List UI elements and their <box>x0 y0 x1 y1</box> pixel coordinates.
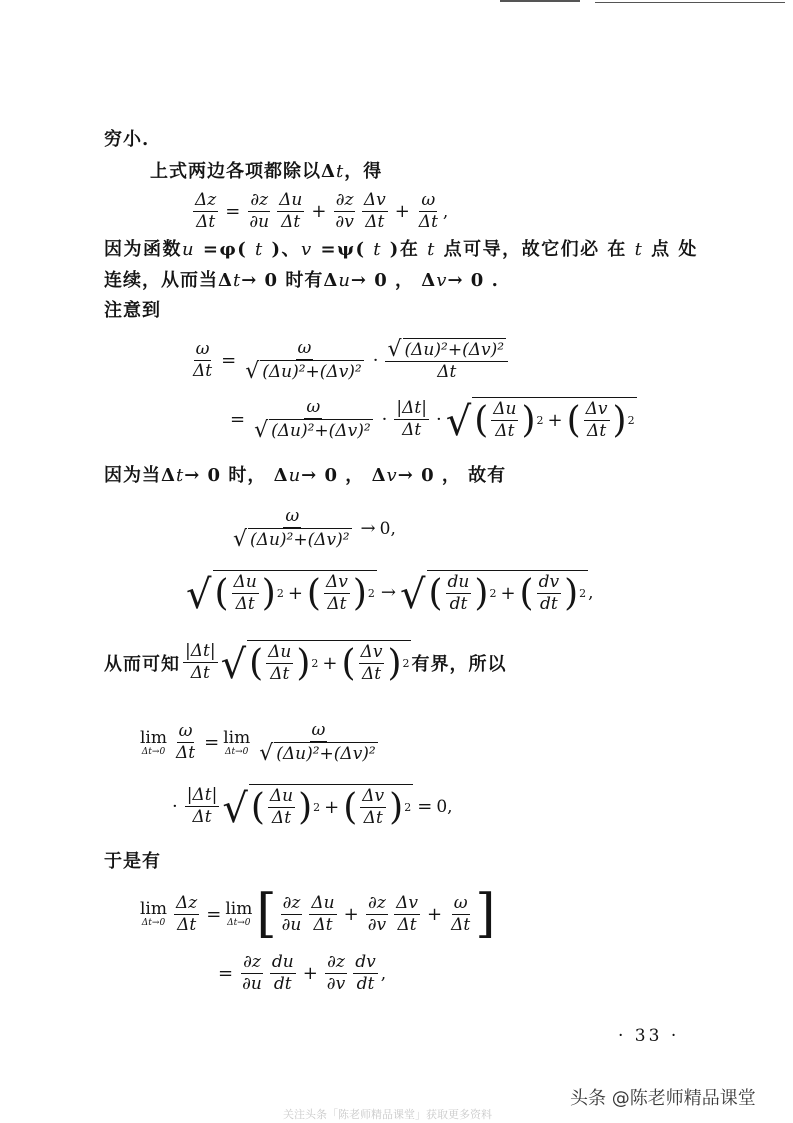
equation: √ ( $\frac{\Delta u}{\Delta t}$ ) 2 + ( $\frac{\Delta v}{\Delta t}$ ) 2 → √ ( $\frac{du}{dt}$ ) 2 + ( $\frac{dv}{dt}$ ) 2 , <box>186 572 594 618</box>
text-line: 穷小. <box>104 129 150 150</box>
equation: · $\frac{|\Delta t|}{\Delta t}$ √ ( $\frac{\Delta u}{\Delta t}$ ) 2 + ( $\frac{\Delta v}{\Delta t}$ ) 2 = 0 , <box>172 785 453 832</box>
text-line: 连续，从而当Δt→ 0 时有Δu→ 0 ， Δv→ 0 . <box>104 270 499 291</box>
text-line: 从而可知 $\frac{|\Delta t|}{\Delta t}$ √ ( $\frac{\Delta u}{\Delta t}$ ) 2 + ( $\frac{\Delta v}{\Delta t}$ ) 2 有界，所以 <box>104 641 507 688</box>
text-line: 上式两边各项都除以Δt，得 <box>150 161 383 182</box>
text-line: 因为函数u =φ( t )、v =ψ( t )在 t 点可导，故它们必 在 t 点 处 <box>104 239 698 260</box>
text-line: 注意到 <box>104 300 161 321</box>
footer-watermark: 关注头条「陈老师精品课堂」获取更多资料 <box>283 1108 492 1121</box>
scan-edge-line <box>500 0 580 2</box>
equation: = ω √ (Δu)²+(Δv)² · $\frac{|\Delta t|}{\Delta t}$ · √ ( $\frac{\Delta u}{\Delta t}$ ) 2 + ( $\frac{\Delta v}{\Delta t}$ ) 2 <box>230 397 635 445</box>
equation: ω √ (Δu)²+(Δv)² → 0 , <box>233 506 396 552</box>
page-number: · 33 · <box>618 1026 680 1046</box>
equation: $\frac{\omega}{\Delta t}$ = ω √ (Δu)²+(Δv)² · √ (Δu)²+(Δv)² Δt <box>188 338 511 383</box>
equation: lim Δt→0 $\frac{\omega}{\Delta t}$ = lim Δt→0 ω √ (Δu)²+(Δv)² <box>140 720 376 766</box>
brand-watermark: 头条 @陈老师精品课堂 <box>570 1088 756 1109</box>
equation: lim Δt→0 $\frac{\Delta z}{\Delta t}$ = lim Δt→0 [ $\frac{\partial z}{\partial u}$ $\frac{\Delta u}{\Delta t}$ + $\frac{\partial z}{\partial v}$ $\frac{\Delta v}{\Delta t}$ + $\frac{\omega}{\Delta t}$ ] <box>140 884 496 944</box>
text-line: 因为当Δt→ 0 时， Δu→ 0 ， Δv→ 0 ， 故有 <box>104 465 507 486</box>
text-line: 于是有 <box>104 851 161 872</box>
scan-edge-line <box>595 2 785 3</box>
equation: $\frac{\Delta z}{\Delta t}$ = $\frac{\partial z}{\partial u}$ $\frac{\Delta u}{\Delta t}$ + $\frac{\partial z}{\partial v}$ $\frac{\Delta v}{\Delta t}$ + $\frac{\omega}{\Delta t}$ , <box>195 190 449 232</box>
equation: = $\frac{\partial z}{\partial u}$ $\frac{du}{dt}$ + $\frac{\partial z}{\partial v}$ $\frac{dv}{dt}$ , <box>218 952 387 994</box>
